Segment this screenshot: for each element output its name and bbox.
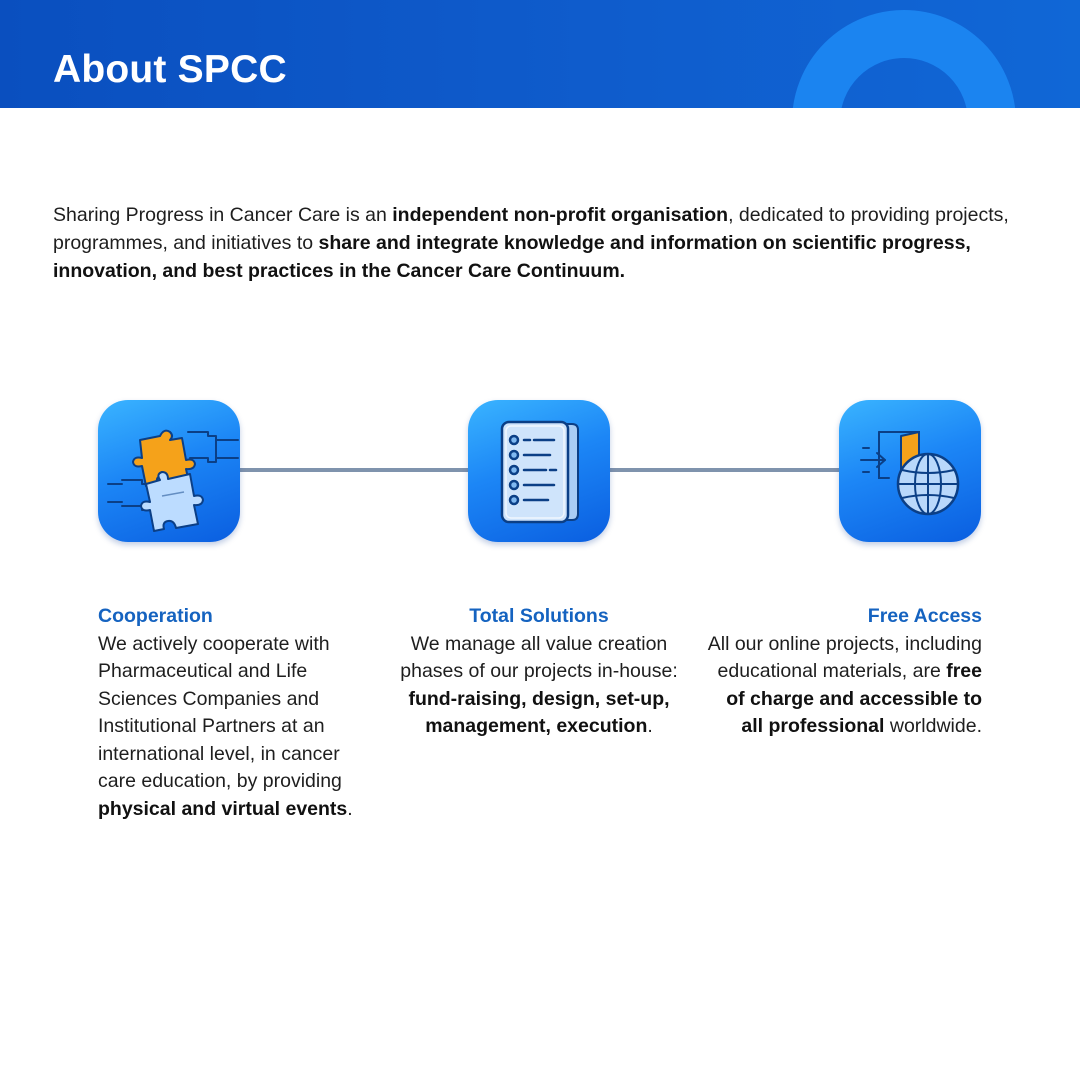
feature-access-text-2: worldwide. — [884, 715, 982, 737]
feature-text-access — [703, 631, 982, 741]
puzzle-handshake-icon — [98, 400, 240, 542]
checklist-document-icon — [468, 400, 610, 542]
feature-title-cooperation: Cooperation — [98, 605, 213, 627]
cooperation-tile — [98, 400, 240, 542]
feature-text-cooperation — [98, 631, 366, 824]
access-tile — [839, 400, 981, 542]
intro-text-2: , dedicated to providing projects, programmes, and initiatives to — [53, 204, 1009, 254]
feature-cooperation-text-1: We actively cooperate with Pharmaceutical and Life Sciences Companies and Institutional Partners at an international level, in cancer care education, by providing — [98, 632, 342, 792]
feature-cooperation-bold: physical and virtual events — [98, 797, 348, 820]
feature-cooperation — [98, 603, 366, 823]
feature-title-solutions: Total Solutions — [469, 605, 609, 627]
intro-paragraph — [53, 201, 1028, 285]
feature-title-access: Free Access — [867, 605, 982, 627]
feature-solutions-bold: fund-raising, design, set-up, management, execution — [408, 687, 670, 737]
intro-text-1: Sharing Progress in Cancer Care is an — [53, 204, 393, 226]
feature-access — [703, 603, 982, 741]
header-banner — [0, 0, 1080, 108]
feature-solutions-text-1: We manage all value creation phases of our projects in-house: — [400, 632, 678, 682]
feature-cooperation-text-2: . — [347, 797, 353, 820]
feature-solutions-text-2: . — [647, 715, 653, 737]
feature-text-solutions — [384, 631, 694, 741]
feature-access-text-1: All our online projects, including educational materials, are — [707, 632, 982, 682]
globe-access-icon — [839, 400, 981, 542]
feature-solutions — [384, 603, 694, 741]
page-title: About SPCC — [53, 48, 287, 91]
decorative-arc — [792, 10, 1016, 108]
solutions-tile — [468, 400, 610, 542]
intro-bold-2: share and integrate knowledge and information on scientific progress, innovation, and best practices in the Cancer Care Continuum. — [53, 232, 971, 282]
feature-access-bold: free of charge and accessible to all professional — [726, 660, 982, 737]
intro-bold-1: independent non-profit organisation — [392, 204, 729, 226]
